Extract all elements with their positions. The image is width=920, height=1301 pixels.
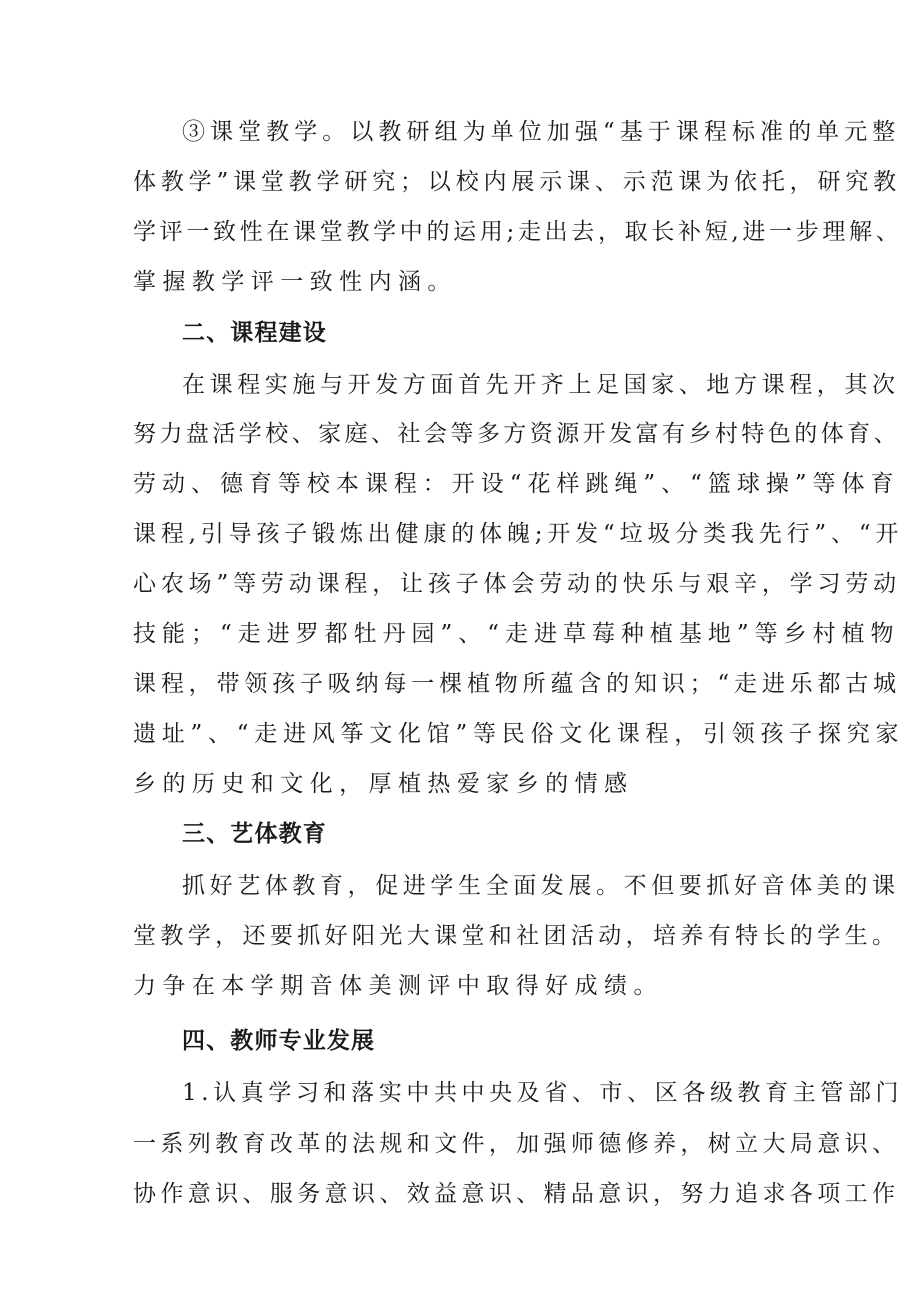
paragraph-2-line-5: 心农场”等劳动课程，让孩子体会劳动的快乐与艰辛，学习劳动 — [133, 571, 901, 597]
paragraph-2-line-6: 技能；“走进罗都牡丹园”、“走进草莓种植基地”等乡村植物 — [133, 621, 900, 647]
paragraph-1-line-1: ③课堂教学。以教研组为单位加强“基于课程标准的单元整 — [182, 119, 901, 145]
paragraph-4-line-1: 1.认真学习和落实中共中央及省、市、区各级教育主管部门 — [182, 1080, 904, 1106]
paragraph-2-line-9: 乡的历史和文化，厚植热爱家乡的情感 — [133, 771, 634, 797]
paragraph-1-line-2: 体教学”课堂教学研究；以校内展示课、示范课为依托，研究教 — [133, 169, 901, 195]
section-heading-curriculum: 二、课程建设 — [182, 320, 327, 346]
paragraph-2-line-2: 努力盘活学校、家庭、社会等多方资源开发富有乡村特色的体育、 — [133, 421, 901, 447]
paragraph-3-line-2: 堂教学，还要抓好阳光大课堂和社团活动，培养有特长的学生。 — [133, 923, 900, 949]
section-heading-arts-sports: 三、艺体教育 — [182, 821, 327, 847]
paragraph-2-line-8: 遗址”、“走进风筝文化馆”等民俗文化课程，引领孩子探究家 — [133, 721, 905, 747]
section-heading-teacher-development: 四、教师专业发展 — [182, 1028, 376, 1054]
paragraph-1-line-3: 学评一致性在课堂教学中的运用;走出去，取长补短,进一步理解、 — [133, 219, 903, 245]
paragraph-2-line-1: 在课程实施与开发方面首先开齐上足国家、地方课程，其次 — [182, 372, 900, 398]
paragraph-3-line-1: 抓好艺体教育，促进学生全面发展。不但要抓好音体美的课 — [182, 873, 900, 899]
paragraph-4-line-3: 协作意识、服务意识、效益意识、精品意识，努力追求各项工作 — [133, 1181, 900, 1207]
paragraph-2-line-7: 课程，带领孩子吸纳每一棵植物所蕴含的知识；“走进乐都古城 — [133, 671, 901, 697]
paragraph-2-line-4: 课程,引导孩子锻炼出健康的体魄;开发“垃圾分类我先行”、“开 — [133, 521, 904, 547]
paragraph-4-line-2: 一系列教育改革的法规和文件，加强师德修养，树立大局意识、 — [133, 1131, 900, 1157]
paragraph-2-line-3: 劳动、德育等校本课程：开设“花样跳绳”、“篮球操”等体育 — [133, 471, 900, 497]
paragraph-1-line-4: 掌握教学评一致性内涵。 — [133, 269, 457, 295]
paragraph-3-line-3: 力争在本学期音体美测评中取得好成绩。 — [133, 973, 663, 999]
